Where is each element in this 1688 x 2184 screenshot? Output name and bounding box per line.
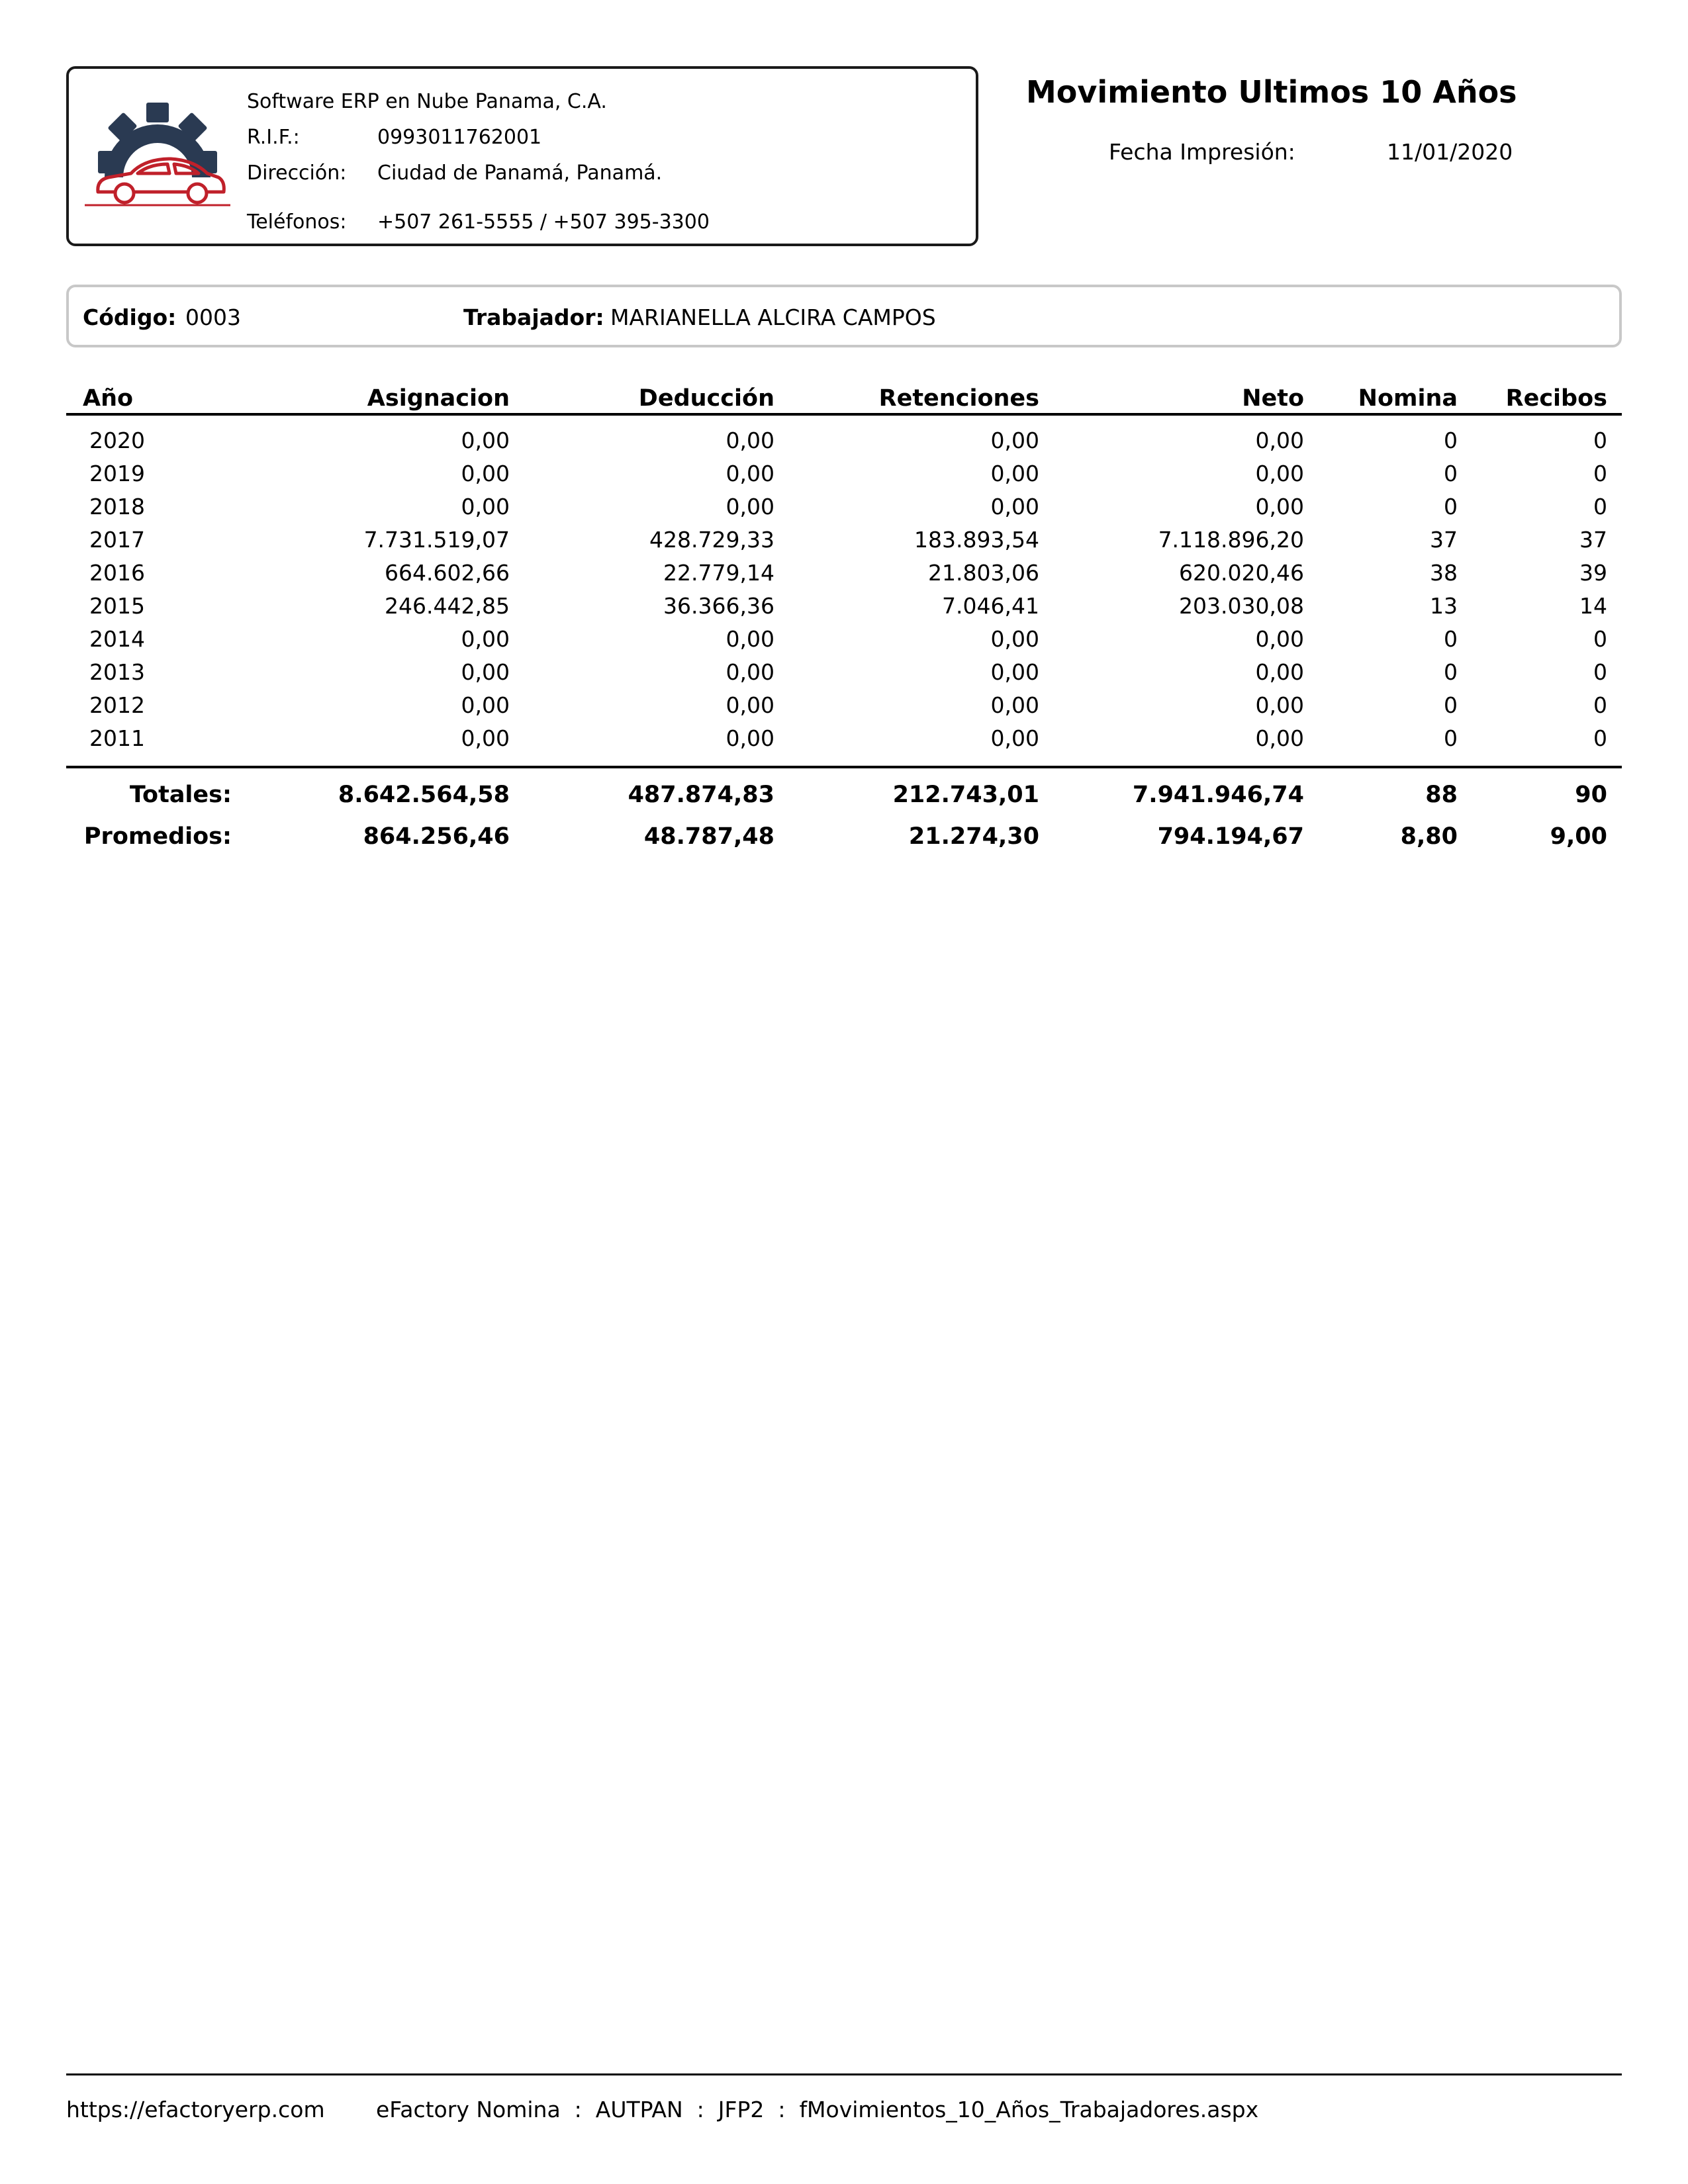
cell-deduccion: 0,00: [726, 692, 774, 718]
total-retenciones: 212.743,01: [892, 782, 1039, 808]
cell-asignacion: 0,00: [461, 461, 510, 486]
cell-deduccion: 36.366,36: [663, 593, 774, 619]
address-value: Ciudad de Panamá, Panamá.: [377, 161, 663, 185]
header-divider: [66, 413, 1622, 416]
worker-name-value: MARIANELLA ALCIRA CAMPOS: [610, 304, 936, 330]
cell-recibos: 0: [1593, 626, 1607, 652]
cell-year: 2017: [89, 527, 145, 553]
cell-neto: 0,00: [1255, 428, 1304, 453]
print-date-value: 11/01/2020: [1387, 139, 1513, 165]
total-deduccion: 487.874,83: [628, 782, 774, 808]
cell-deduccion: 0,00: [726, 626, 774, 652]
cell-retenciones: 21.803,06: [928, 560, 1039, 586]
cell-recibos: 14: [1579, 593, 1607, 619]
cell-asignacion: 664.602,66: [385, 560, 510, 586]
year-rows: [0, 424, 1688, 754]
col-header-deduccion: Deducción: [638, 385, 774, 412]
cell-deduccion: 428.729,33: [649, 527, 774, 553]
cell-year: 2015: [89, 593, 145, 619]
gear-car-logo-icon: [78, 99, 237, 218]
average-neto: 794.194,67: [1157, 823, 1304, 850]
cell-recibos: 0: [1593, 692, 1607, 718]
cell-neto: 0,00: [1255, 659, 1304, 685]
cell-nomina: 0: [1444, 692, 1458, 718]
cell-nomina: 13: [1430, 593, 1458, 619]
averages-row: [0, 819, 1688, 852]
cell-year: 2020: [89, 428, 145, 453]
col-header-retenciones: Retenciones: [878, 385, 1039, 412]
cell-nomina: 0: [1444, 725, 1458, 751]
phone-value: +507 261-5555 / +507 395-3300: [377, 210, 710, 234]
cell-asignacion: 0,00: [461, 692, 510, 718]
table-row: [0, 523, 1688, 556]
cell-year: 2013: [89, 659, 145, 685]
totals-divider: [66, 766, 1622, 768]
cell-deduccion: 0,00: [726, 725, 774, 751]
totals-label: Totales:: [129, 782, 232, 808]
table-row: [0, 655, 1688, 688]
cell-deduccion: 0,00: [726, 461, 774, 486]
address-label: Dirección:: [247, 161, 347, 185]
cell-recibos: 0: [1593, 659, 1607, 685]
cell-asignacion: 0,00: [461, 428, 510, 453]
average-nomina: 8,80: [1400, 823, 1458, 850]
footer-path: eFactory Nomina : AUTPAN : JFP2 : fMovimientos_10_Años_Trabajadores.aspx: [376, 2097, 1259, 2122]
cell-year: 2018: [89, 494, 145, 520]
averages-label: Promedios:: [83, 823, 232, 850]
table-row: [0, 721, 1688, 754]
cell-retenciones: 0,00: [990, 725, 1039, 751]
code-label: Código:: [83, 304, 177, 330]
cell-nomina: 0: [1444, 428, 1458, 453]
cell-recibos: 39: [1579, 560, 1607, 586]
col-header-recibos: Recibos: [1505, 385, 1607, 412]
cell-asignacion: 7.731.519,07: [363, 527, 510, 553]
cell-neto: 0,00: [1255, 461, 1304, 486]
cell-year: 2016: [89, 560, 145, 586]
cell-nomina: 37: [1430, 527, 1458, 553]
col-header-year: Año: [83, 385, 134, 412]
cell-nomina: 0: [1444, 626, 1458, 652]
cell-neto: 0,00: [1255, 626, 1304, 652]
table-row: [0, 424, 1688, 457]
total-nomina: 88: [1425, 782, 1458, 808]
cell-asignacion: 0,00: [461, 626, 510, 652]
table-row: [0, 457, 1688, 490]
cell-neto: 0,00: [1255, 725, 1304, 751]
cell-retenciones: 7.046,41: [942, 593, 1039, 619]
total-asignacion: 8.642.564,58: [338, 782, 510, 808]
cell-recibos: 0: [1593, 428, 1607, 453]
cell-retenciones: 0,00: [990, 428, 1039, 453]
cell-nomina: 0: [1444, 659, 1458, 685]
table-row: [0, 556, 1688, 589]
rif-label: R.I.F.:: [247, 126, 300, 149]
cell-neto: 0,00: [1255, 692, 1304, 718]
cell-year: 2019: [89, 461, 145, 486]
cell-retenciones: 0,00: [990, 461, 1039, 486]
table-row: [0, 490, 1688, 523]
total-recibos: 90: [1575, 782, 1607, 808]
cell-deduccion: 0,00: [726, 428, 774, 453]
cell-retenciones: 183.893,54: [914, 527, 1039, 553]
cell-recibos: 0: [1593, 461, 1607, 486]
average-retenciones: 21.274,30: [908, 823, 1039, 850]
cell-neto: 0,00: [1255, 494, 1304, 520]
report-title: Movimiento Ultimos 10 Años: [1026, 74, 1517, 110]
col-header-nomina: Nomina: [1358, 385, 1458, 412]
worker-name-label: Trabajador:: [463, 304, 604, 330]
cell-retenciones: 0,00: [990, 659, 1039, 685]
cell-nomina: 0: [1444, 461, 1458, 486]
totals-row: [0, 778, 1688, 811]
cell-year: 2014: [89, 626, 145, 652]
cell-recibos: 0: [1593, 725, 1607, 751]
cell-retenciones: 0,00: [990, 494, 1039, 520]
col-header-asignacion: Asignacion: [367, 385, 510, 412]
rif-value: 0993011762001: [377, 126, 542, 149]
cell-year: 2011: [89, 725, 145, 751]
cell-nomina: 38: [1430, 560, 1458, 586]
cell-neto: 620.020,46: [1179, 560, 1304, 586]
phone-label: Teléfonos:: [247, 210, 347, 234]
table-row: [0, 688, 1688, 721]
cell-deduccion: 0,00: [726, 494, 774, 520]
cell-deduccion: 0,00: [726, 659, 774, 685]
cell-retenciones: 0,00: [990, 692, 1039, 718]
cell-year: 2012: [89, 692, 145, 718]
col-header-neto: Neto: [1242, 385, 1304, 412]
average-asignacion: 864.256,46: [363, 823, 510, 850]
average-recibos: 9,00: [1550, 823, 1607, 850]
cell-neto: 203.030,08: [1179, 593, 1304, 619]
code-value: 0003: [185, 304, 241, 330]
cell-nomina: 0: [1444, 494, 1458, 520]
cell-asignacion: 246.442,85: [385, 593, 510, 619]
table-row: [0, 589, 1688, 622]
company-name: Software ERP en Nube Panama, C.A.: [247, 90, 607, 113]
total-neto: 7.941.946,74: [1132, 782, 1304, 808]
cell-neto: 7.118.896,20: [1158, 527, 1304, 553]
footer-divider: [66, 2073, 1622, 2075]
table-row: [0, 622, 1688, 655]
cell-asignacion: 0,00: [461, 494, 510, 520]
cell-asignacion: 0,00: [461, 659, 510, 685]
cell-asignacion: 0,00: [461, 725, 510, 751]
cell-retenciones: 0,00: [990, 626, 1039, 652]
footer-url[interactable]: https://efactoryerp.com: [66, 2097, 325, 2122]
cell-deduccion: 22.779,14: [663, 560, 774, 586]
cell-recibos: 37: [1579, 527, 1607, 553]
print-date-label: Fecha Impresión:: [1109, 139, 1295, 165]
average-deduccion: 48.787,48: [643, 823, 774, 850]
cell-recibos: 0: [1593, 494, 1607, 520]
